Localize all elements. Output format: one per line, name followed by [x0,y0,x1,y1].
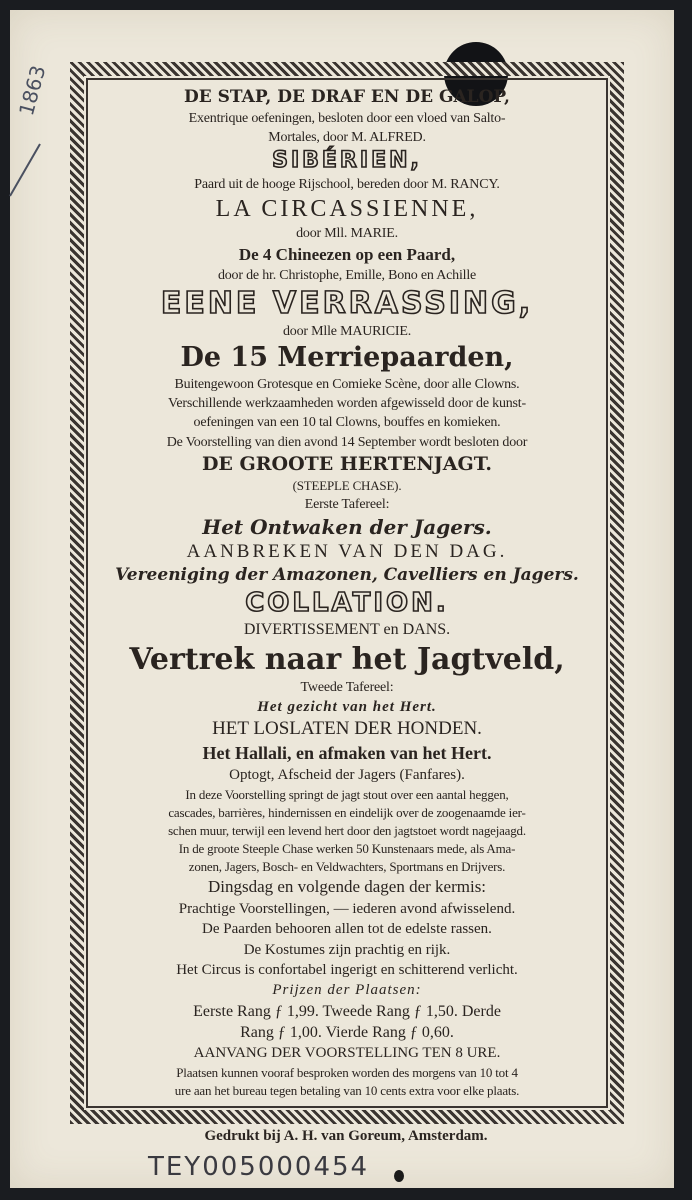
poster-line: Het Circus is confortabel ingerigt en schitterend verlicht. [176,961,518,978]
poster-line: zonen, Jagers, Bosch- en Veldwachters, Sportmans en Drijvers. [188,859,506,875]
poster-line: door Mlle MAURICIE. [282,324,412,340]
poster-line: DE STAP, DE DRAF EN DE GALOP, [184,87,510,107]
poster-line: AANBREKEN VAN DEN DAG. [186,540,508,562]
poster-line: schen muur, terwijl een levend hert door den jagtstoet wordt nagejaagd. [168,823,526,839]
poster-line: In deze Voorstelling springt de jagt stout over een aantal heggen, [185,786,509,802]
poster-line: Dingsdag en volgende dagen der kermis: [207,877,487,897]
poster-line: ure aan het bureau tegen betaling van 10 cents extra voor elke plaats. [174,1082,520,1098]
poster-line: AANVANG DER VOORSTELLING TEN 8 URE. [193,1045,501,1062]
poster-line: Het Ontwaken der Jagers. [202,514,492,539]
poster-line: Eerste Rang ƒ 1,99. Tweede Rang ƒ 1,50. Derde [193,1002,501,1020]
poster-line: COLLATION. [245,587,449,618]
poster-line: HET LOSLATEN DER HONDEN. [212,718,482,740]
poster-line: (STEEPLE CHASE). [292,477,402,493]
poster-line: door Mll. MARIE. [296,226,398,242]
poster-line: DIVERTISSEMENT en DANS. [243,621,451,639]
poster-line: LA CIRCASSIENNE, [215,196,479,223]
poster-line: Optogt, Afscheid der Jagers (Fanfares). [229,767,465,784]
ink-dot [394,1170,404,1182]
poster-line: Eerste Tafereel: [304,496,390,512]
poster-line: Buitengewoon Grotesque en Comieke Scène, door alle Clowns. [174,376,520,392]
poster-line: Het Hallali, en afmaken van het Hert. [202,742,492,763]
poster-line: Vereeniging der Amazonen, Cavelliers en Jagers. [115,565,579,586]
poster-line: SIBÉRIEN, [272,147,422,173]
poster-line: Tweede Tafereel: [300,679,394,695]
poster-line: Exentrique oefeningen, besloten door een vloed van Salto- [188,110,506,126]
poster-line: cascades, barrières, hindernissen en eindelijk over de zoogenaamde ier- [168,804,526,820]
poster-line: Plaatsen kunnen vooraf besproken worden des morgens van 10 tot 4 [176,1064,518,1080]
poster-line: DE GROOTE HERTENJAGT. [201,452,493,475]
catalog-number: TEY005000454 [148,1152,370,1182]
poster-line: De 15 Merriepaarden, [180,342,514,374]
poster-text-block [94,88,600,1102]
poster-line: Verschillende werkzaamheden worden afgewisseld door de kunst- [168,396,526,412]
poster-line: Prachtige Voorstellingen, — iederen avond afwisselend. [178,900,516,917]
handwritten-year-note: 1863 [14,62,51,119]
poster-line: Paard uit de hooge Rijschool, bereden door M. RANCY. [194,176,500,192]
poster-line: EENE VERRASSING, [160,286,534,322]
poster-line: Prijzen der Plaatsen: [272,982,422,999]
poster-line: De Kostumes zijn prachtig en rijk. [243,941,451,958]
poster-line: Vertrek naar het Jagtveld, [129,641,565,677]
poster-line: Mortales, door M. ALFRED. [268,129,426,145]
poster-line: De Paarden behooren allen tot de edelste rassen. [202,921,492,938]
poster-line: door de hr. Christophe, Emille, Bono en Achille [217,268,477,284]
poster-line: De Voorstelling van dien avond 14 September wordt besloten door [166,434,528,450]
poster-line: oefeningen van een 10 tal Clowns, bouffes en komieken. [193,415,501,431]
poster-line: De 4 Chineezen op een Paard, [238,244,456,264]
printer-imprint: Gedrukt bij A. H. van Goreum, Amsterdam. [204,1128,488,1144]
poster-line: In de groote Steeple Chase werken 50 Kunstenaars mede, als Ama- [178,841,516,857]
poster-line: Het gezicht van het Hert. [257,698,437,715]
poster-line: Rang ƒ 1,00. Vierde Rang ƒ 0,60. [240,1024,454,1042]
